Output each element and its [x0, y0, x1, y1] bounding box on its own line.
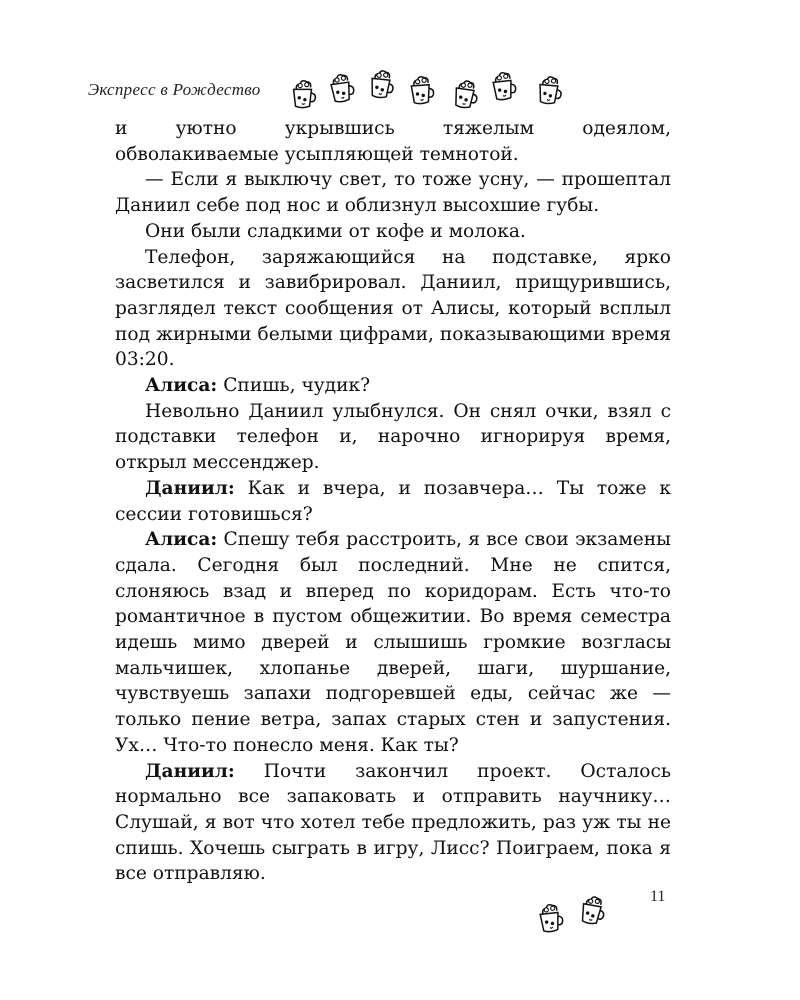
coffee-cup-icon [448, 74, 483, 114]
coffee-cup-icon [364, 65, 398, 104]
paragraph-text: — Если я выключу свет, то тоже усну, — прошептал Даниил себе под нос и облизнул высохшие губы. [115, 169, 671, 217]
paragraph-text: Они были сладкими от кофе и молока. [145, 220, 526, 242]
dialogue-text: Почти закончил проект. Осталось нормально все запаковать и отправить научнику… Слушай, я вот что хотел тебе предложить, раз уж ты не спишь. Хочешь сыграть в игру, Лисс? Поиграем, пока я все отправляю. [115, 760, 671, 885]
coffee-cup-icon [486, 67, 520, 106]
dialogue-line [115, 373, 671, 399]
paragraph [115, 219, 671, 245]
dialogue-text: Как и вчера, и позавчера… Ты тоже к сессии готовишься? [115, 477, 671, 525]
speaker-name: Даниил: [145, 760, 235, 782]
paragraph [115, 245, 671, 374]
coffee-cup-icon [405, 71, 437, 109]
dialogue-text: Спешу тебя расстроить, я все свои экзамены сдала. Сегодня был последний. Мне не спится, слоняюсь взад и вперед по коридорам. Есть что-то романтичное в пустом общежитии. Во время семестра идешь мимо дверей и слышишь громкие возгласы мальчишек, хлопанье дверей, шаги, шуршание, чувствуешь запахи подгоревшей еды, сейчас же — только пение ветра, запах старых стен и запустения. Ух… Что-то понесло меня. Как ты? [115, 529, 671, 756]
coffee-cup-icon [288, 76, 318, 112]
paragraph [115, 116, 671, 167]
dialogue-text: Спишь, чудик? [223, 375, 371, 397]
speaker-name: Алиса: [145, 375, 218, 397]
body-text [115, 116, 671, 887]
speaker-name: Даниил: [145, 477, 235, 499]
paragraph [115, 167, 671, 218]
coffee-cup-icon [324, 68, 359, 108]
running-title: Экспресс в Рождество [88, 80, 261, 99]
paragraph-text: и уютно укрывшись тяжелым одеялом, обволакиваемые усыпляющей темнотой. [115, 118, 671, 165]
footer-ornament [535, 888, 615, 938]
dialogue-line [115, 759, 671, 888]
dialogue-line [115, 527, 671, 758]
coffee-cup-icon [532, 71, 565, 109]
dialogue-line [115, 476, 671, 527]
paragraph-text: Невольно Даниил улыбнулся. Он снял очки, взял с подставки телефон и, нарочно игнорируя время, открыл мессенджер. [115, 400, 671, 474]
running-header [88, 66, 688, 112]
paragraph [115, 399, 671, 476]
page-number: 11 [650, 888, 666, 905]
speaker-name: Алиса: [145, 529, 218, 551]
coffee-cup-icon [533, 899, 567, 938]
paragraph-text: Телефон, заряжающийся на подставке, ярко засветился и завибрировал. Даниил, прищурившись, разглядел текст сообщения от Алисы, который всплыл под жирными белыми цифрами, показывающими время 03:20. [115, 246, 671, 371]
coffee-cup-icon [574, 890, 610, 931]
